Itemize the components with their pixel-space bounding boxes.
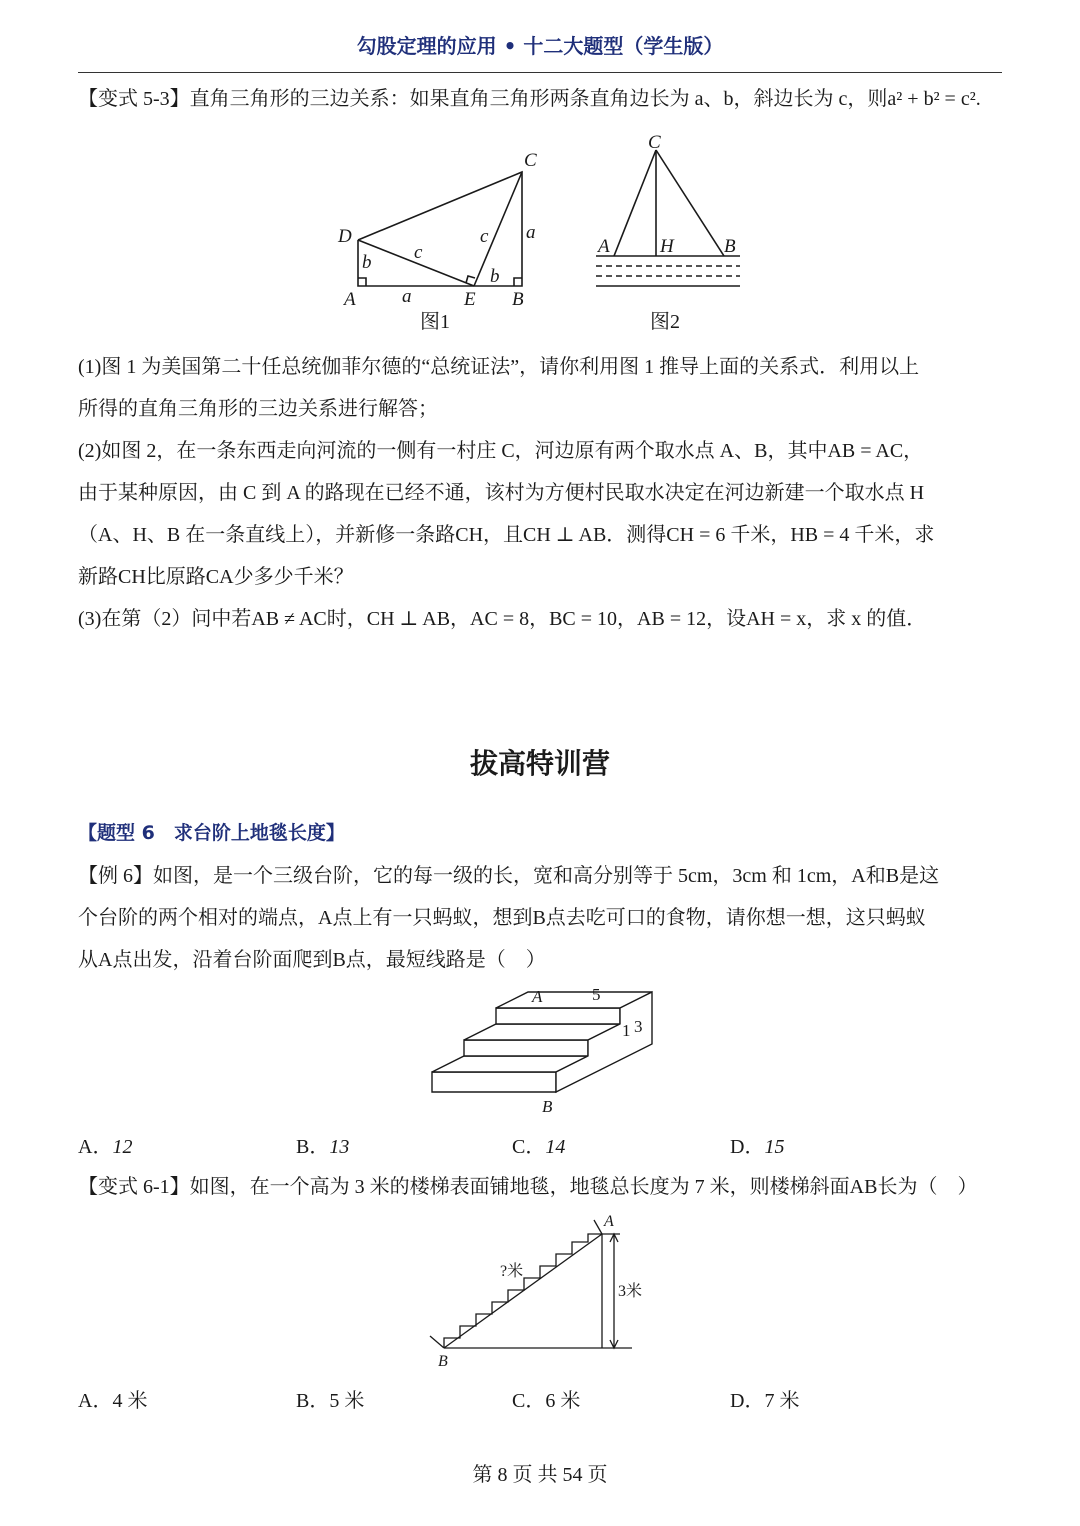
fig2-label-b: B [724, 236, 736, 257]
option-d-value: 7 米 [764, 1390, 800, 1412]
figure-1-caption: 图1 [420, 311, 450, 333]
q2-line-4: 新路CH比原路CA少多少千米？ [78, 566, 354, 588]
step-2-front [464, 1040, 588, 1056]
figure-2-caption: 图2 [650, 311, 680, 333]
type-6-heading: 【题型 6 求台阶上地毯长度】 [78, 822, 345, 844]
stair2-label-a: A [604, 1213, 614, 1230]
fig1-label-c-ec: c [480, 226, 489, 247]
option-a-letter: A． [78, 1390, 113, 1412]
fig1-label-b-left: b [362, 252, 372, 273]
example-6-line-2: 个台阶的两个相对的端点，A点上有一只蚂蚁，想到B点去吃可口的食物，请你想一想，这只蚂蚁 [78, 907, 926, 929]
option-c-value: 14 [545, 1136, 566, 1158]
q1-line-1: (1)图 1 为美国第二十任总统伽菲尔德的“总统证法”，请你利用图 1 推导上面的关系式．利用以上 [78, 356, 920, 378]
option-d[interactable] [730, 1384, 799, 1413]
q2-line-3: （A、H、B 在一条直线上），并新修一条路CH，且CH ⊥ AB．测得CH = 6 千米，HB = 4 千米，求 [78, 524, 935, 546]
right-angle-e [466, 276, 475, 283]
variant-5-3-intro-text: 【变式 5-3】直角三角形的三边关系：如果直角三角形两条直角边长为 a、b，斜边长为 c，则a² + b² = c². [78, 88, 981, 110]
fig2-label-h: H [660, 236, 674, 257]
page-footer: 第 8 页 共 54 页 [472, 1464, 608, 1486]
option-a-value: 12 [112, 1136, 133, 1158]
fig2-label-c: C [648, 132, 661, 153]
fig1-label-a: A [344, 289, 356, 310]
variant-5-3-questions [78, 346, 1002, 640]
variant-6-1-line: 【变式 6-1】如图，在一个高为 3 米的楼梯表面铺地毯，地毯总长度为 7 米，则楼梯斜面AB长为（ ） [78, 1176, 978, 1198]
fig1-label-a-bottom: a [402, 286, 412, 307]
stair-label-a: A [532, 987, 543, 1006]
stair-label-width: 3 [634, 1017, 643, 1036]
right-angle-a [358, 278, 366, 286]
right-angle-b [514, 278, 522, 286]
option-b[interactable] [296, 1130, 349, 1159]
fig1-label-a-right: a [526, 222, 536, 243]
variant-6-1-options [78, 1384, 1002, 1414]
option-b-letter: B． [296, 1390, 330, 1412]
stair2-label-height: 3米 [618, 1283, 643, 1300]
segment-ca [614, 150, 656, 256]
fig1-label-d: D [338, 226, 352, 247]
header-divider [78, 72, 1002, 73]
stair2-label-unknown: ?米 [500, 1263, 524, 1280]
option-c[interactable] [512, 1384, 580, 1413]
example-6-options [78, 1130, 1002, 1160]
option-d-letter: D． [730, 1136, 765, 1158]
step-1-front [432, 1072, 556, 1092]
variant-6-1-text [78, 1166, 1002, 1208]
section-title: 拔高特训营 [469, 747, 610, 780]
stair2-label-b: B [438, 1353, 448, 1370]
q3-line: (3)在第（2）问中若AB ≠ AC时，CH ⊥ AB，AC = 8，BC = 10，AB = 12，设AH = x，求 x 的值． [78, 608, 927, 630]
document-header-title: 勾股定理的应用 • 十二大题型（学生版） [356, 34, 724, 58]
stair-slope-ab [444, 1234, 602, 1348]
example-6-staircase-figure [420, 982, 680, 1122]
option-b[interactable] [296, 1384, 364, 1413]
option-b-value: 13 [329, 1136, 350, 1158]
figure-2-river-village [590, 130, 760, 340]
option-d[interactable] [730, 1130, 784, 1159]
q2-line-1: (2)如图 2，在一条东西走向河流的一侧有一村庄 C，河边原有两个取水点 A、B，其中AB = AC， [78, 440, 924, 462]
example-6-text [78, 855, 1002, 981]
fig1-label-e: E [464, 289, 476, 310]
stair-tick-b [430, 1336, 444, 1348]
option-c-letter: C． [512, 1390, 546, 1412]
variant-5-3-intro [78, 78, 1002, 120]
option-c-letter: C． [512, 1136, 546, 1158]
option-b-value: 5 米 [329, 1390, 365, 1412]
stair-label-height: 1 [622, 1021, 631, 1040]
option-a[interactable] [78, 1130, 132, 1159]
fig1-label-b: B [512, 289, 524, 310]
example-6-line-1: 【例 6】如图，是一个三级台阶，它的每一级的长，宽和高分别等于 5cm，3cm 和 1cm，A和B是这 [78, 865, 940, 887]
fig1-label-b-eb: b [490, 266, 500, 287]
option-a-value: 4 米 [112, 1390, 148, 1412]
fig2-label-a: A [598, 236, 610, 257]
stair-label-length: 5 [592, 985, 601, 1004]
option-d-letter: D． [730, 1390, 765, 1412]
stair-label-b: B [542, 1097, 553, 1116]
variant-6-1-stair-figure [420, 1212, 660, 1372]
option-b-letter: B． [296, 1136, 330, 1158]
option-a[interactable] [78, 1384, 147, 1413]
q1-line-2: 所得的直角三角形的三边关系进行解答； [78, 398, 438, 420]
figure-1-garfield-trapezoid [330, 140, 560, 340]
step-3-front [496, 1008, 620, 1024]
option-c-value: 6 米 [545, 1390, 581, 1412]
example-6-line-3: 从A点出发，沿着台阶面爬到B点，最短线路是（ ） [78, 949, 546, 971]
q2-line-2: 由于某种原因，由 C 到 A 的路现在已经不通，该村为方便村民取水决定在河边新建一个取水点 H [78, 482, 925, 504]
option-d-value: 15 [764, 1136, 785, 1158]
option-a-letter: A． [78, 1136, 113, 1158]
option-c[interactable] [512, 1130, 565, 1159]
fig1-label-c: C [524, 150, 537, 171]
fig1-label-c-de: c [414, 242, 423, 263]
stair-tick-a [594, 1220, 602, 1234]
